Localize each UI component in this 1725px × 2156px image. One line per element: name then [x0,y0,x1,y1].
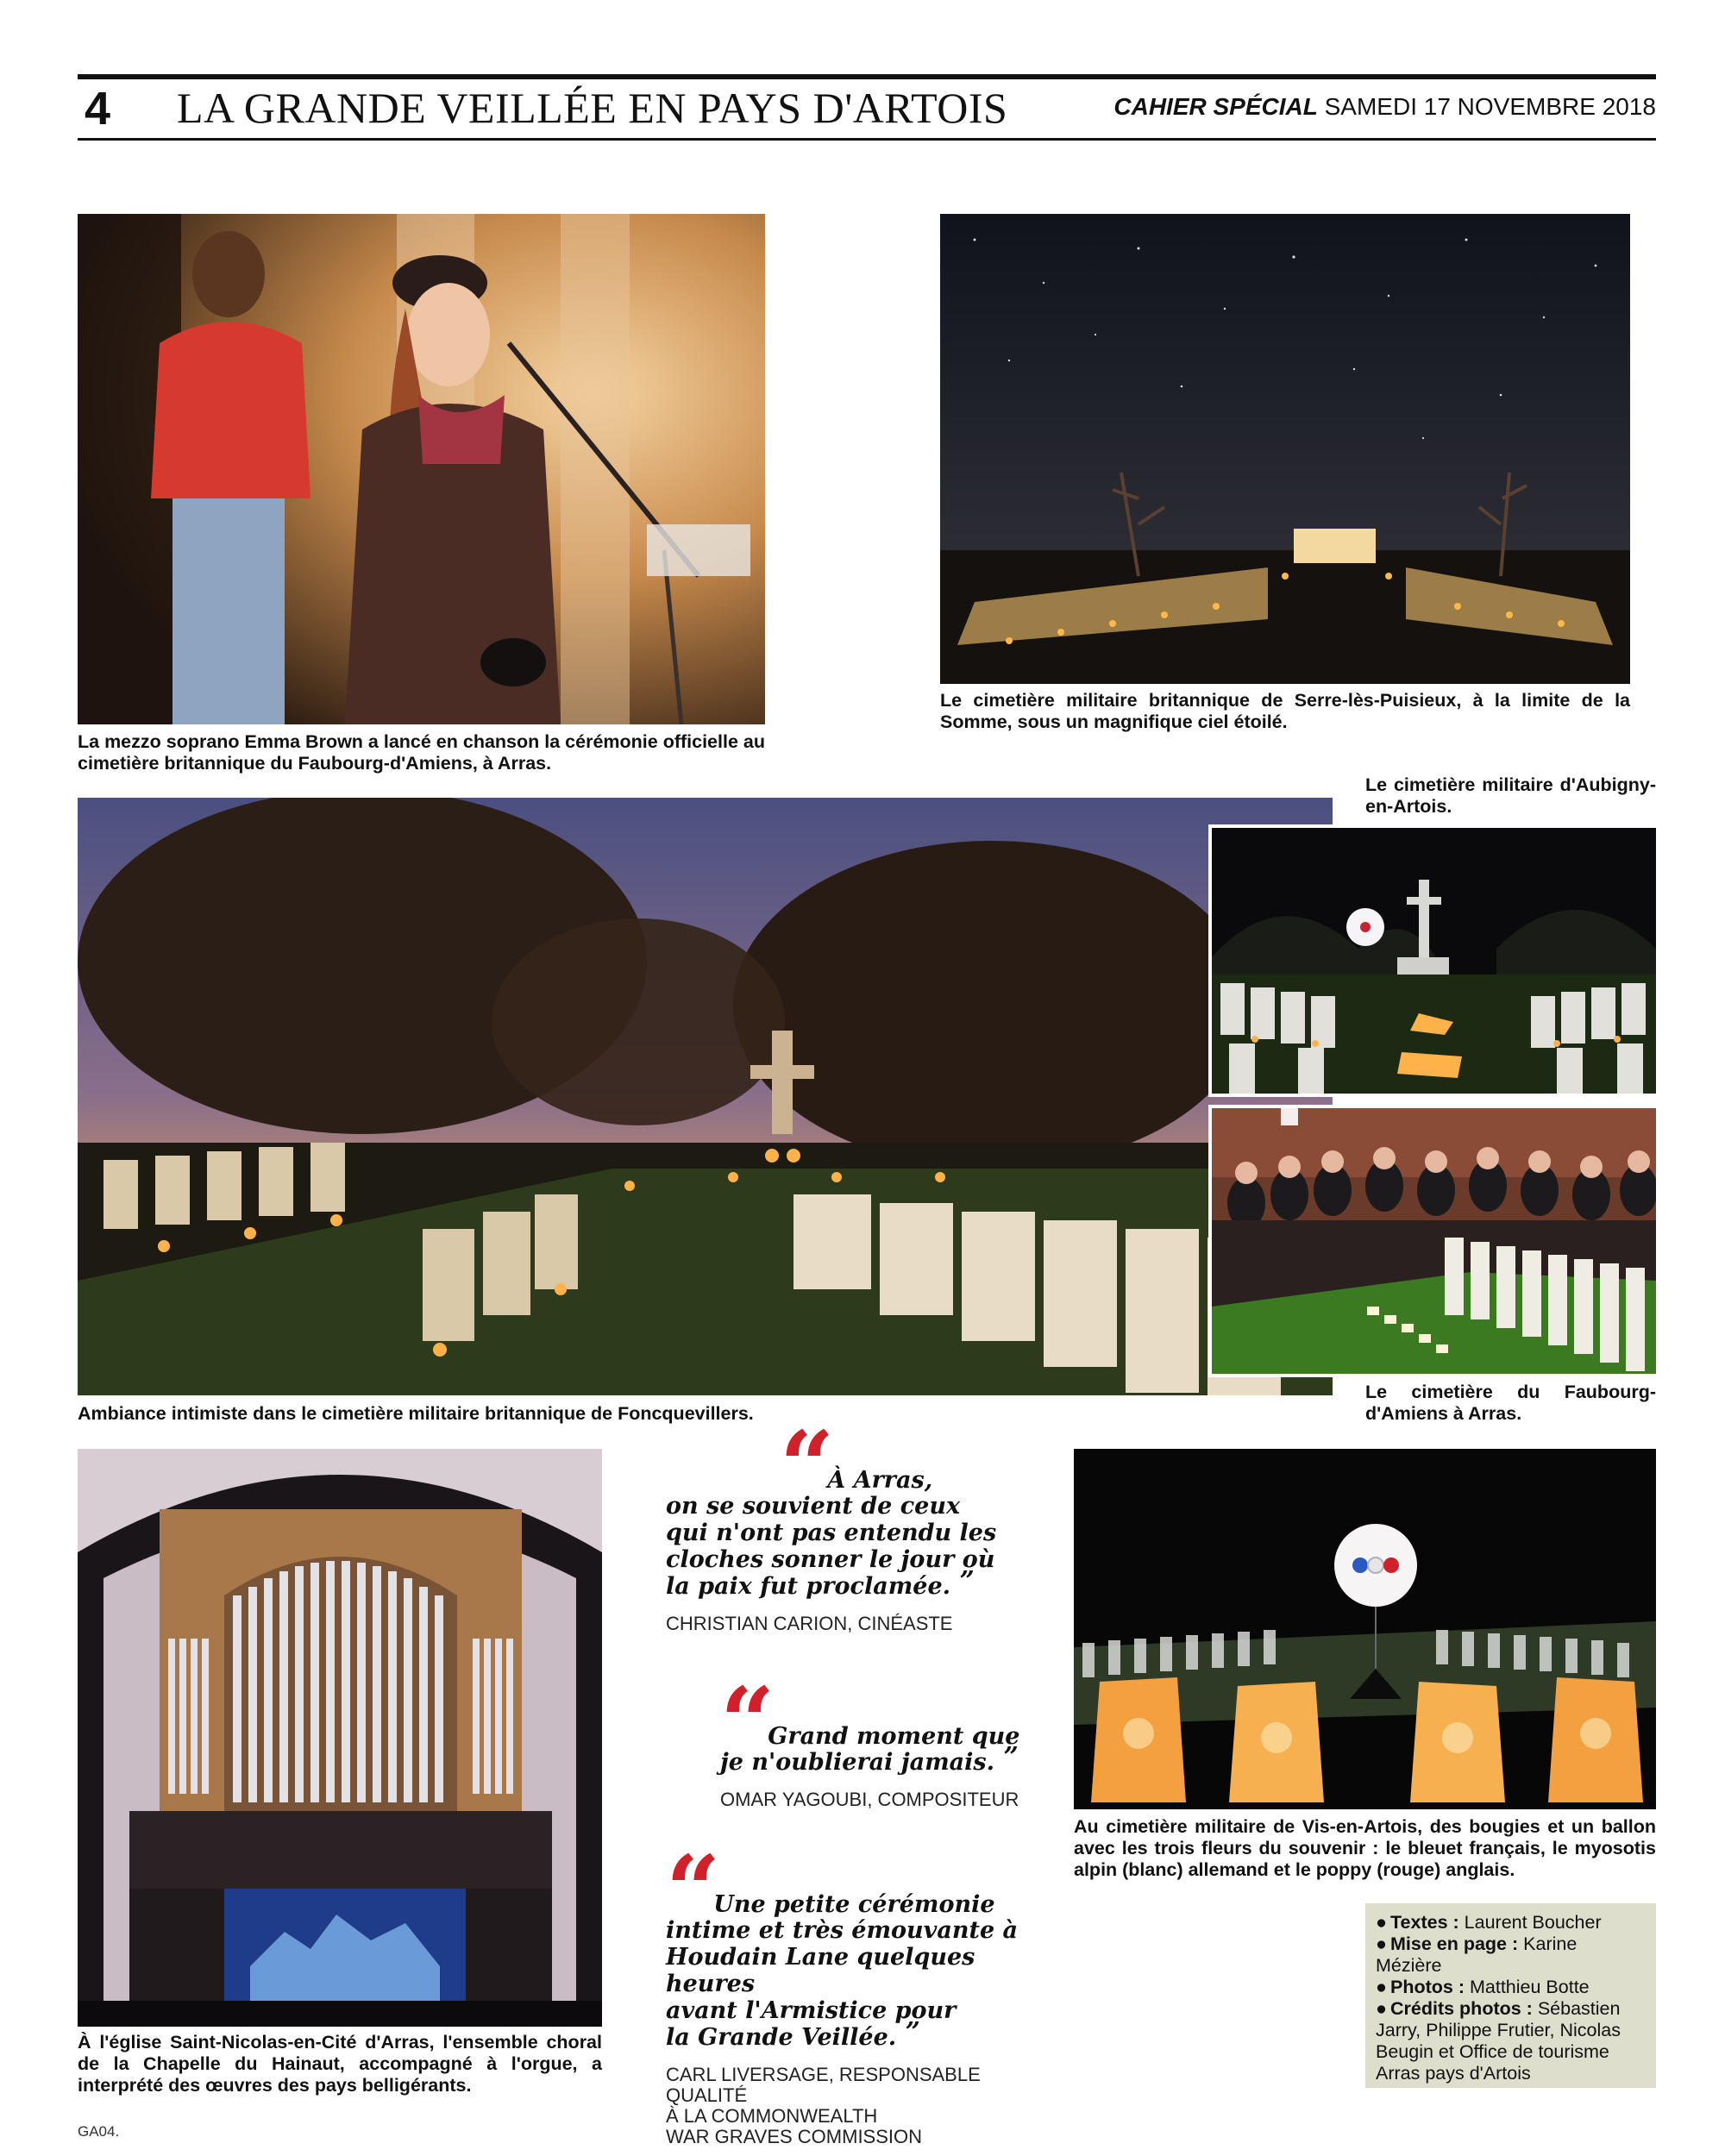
bullet-icon: ● [1376,1977,1387,1997]
issue-info [1113,91,1656,122]
bullet-icon: ● [1376,1998,1387,2019]
quote-first-line: À Arras, [827,1467,933,1494]
close-quote-icon: ” [994,1742,1019,1772]
open-quote-icon: “ [780,1410,823,1521]
issue-date: SAMEDI 17 NOVEMBRE 2018 [1324,93,1656,120]
folio: GA04. [78,2123,120,2140]
caption-foncquevillers: Ambiance intimiste dans le cimetière militaire britannique de Foncquevillers. [78,1403,754,1424]
credits-credits: Sébastien Jarry, Philippe Frutier, Nicolas Beugin et Office de tourisme Arras pays d'Artois [1376,1998,1621,2084]
close-quote-icon: ” [950,1566,975,1596]
credits-textes: Laurent Boucher [1464,1912,1602,1933]
page-title: LA GRANDE VEILLÉE EN PAYS D'ARTOIS [177,84,1008,132]
credits-textes-label: Textes : [1390,1912,1459,1933]
quote-first-line: Grand moment que [768,1723,1020,1750]
quote-line: Houdain Lane quelques heures [666,1944,975,1997]
open-quote-icon: “ [666,1834,709,1946]
caption-organ: À l'église Saint-Nicolas-en-Cité d'Arras, l'ensemble choral de la Chapelle du Hainaut, accompagné à l'orgue, a interprété des œuvres des pays belligérants. [78,2032,602,2096]
quote-line: cloches sonner le jour où [666,1546,995,1573]
credits-credits-label: Crédits photos : [1390,1998,1533,2019]
quote-author: OMAR YAGOUBI, COMPOSITEUR [720,1789,1019,1810]
quote-line: intime et très émouvante à [666,1917,1019,1944]
header-bottom-rule [78,138,1656,141]
photo-aubigny-cemetery [1212,828,1656,1094]
credits-mise: Karine Mézière [1376,1934,1578,1976]
open-quote-icon: “ [720,1666,763,1777]
photo-vis-en-artois [1074,1449,1656,1809]
close-quote-icon: ” [896,2017,920,2047]
quote-liversage [666,1834,1063,2147]
quote-first-line: Une petite cérémonie [713,1891,995,1918]
quote-author: WAR GRAVES COMMISSION [666,2126,923,2147]
quote-line: qui n'ont pas entendu les [666,1520,997,1546]
quote-line: la Grande Veillée. [666,2024,897,2051]
quote-line: la paix fut proclamée. [666,1573,951,1600]
caption-serre: Le cimetière militaire britannique de Serre-lès-Puisieux, à la limite de la Somme, sous un magnifique ciel étoilé. [940,690,1630,732]
header-top-rule [78,74,1656,79]
caption-vis-en-artois: Au cimetière militaire de Vis-en-Artois, des bougies et un ballon avec les trois fleurs du souvenir : le bleuet français, le myosotis alpin (blanc) allemand et le poppy (rouge) anglais. [1074,1816,1656,1880]
caption-aubigny: Le cimetière militaire d'Aubigny-en-Artois. [1365,774,1656,817]
credits-box [1365,1903,1656,2088]
section-label: CAHIER SPÉCIAL [1113,93,1318,120]
quote-author: CARL LIVERSAGE, RESPONSABLE QUALITÉ [666,2064,981,2106]
bullet-icon: ● [1376,1912,1387,1933]
quote-line: on se souvient de ceux [666,1493,961,1520]
quote-author: CHRISTIAN CARION, CINÉASTE [666,1613,953,1634]
bullet-icon: ● [1376,1934,1387,1954]
photo-foncquevillers-cemetery [78,798,1333,1395]
photo-serre-cemetery [940,214,1630,684]
photo-soprano [78,214,765,724]
credits-photos: Matthieu Botte [1469,1977,1590,1997]
photo-organ-church [78,1449,602,2027]
quote-carion [666,1410,1045,1634]
page-number: 4 [85,83,111,135]
credits-photos-label: Photos : [1390,1977,1465,1997]
photo-faubourg-crowd [1212,1108,1656,1374]
caption-faubourg: Le cimetière du Faubourg-d'Amiens à Arras. [1365,1382,1656,1424]
quote-line: avant l'Armistice pour [666,1997,957,2024]
credits-mise-label: Mise en page : [1390,1934,1519,1954]
quote-line: je n'oublierai jamais. [720,1749,995,1776]
quote-yagoubi [720,1666,1065,1810]
quote-author: À LA COMMONWEALTH [666,2105,878,2127]
caption-soprano: La mezzo soprano Emma Brown a lancé en chanson la cérémonie officielle au cimetière britannique du Faubourg-d'Amiens, à Arras. [78,731,765,774]
